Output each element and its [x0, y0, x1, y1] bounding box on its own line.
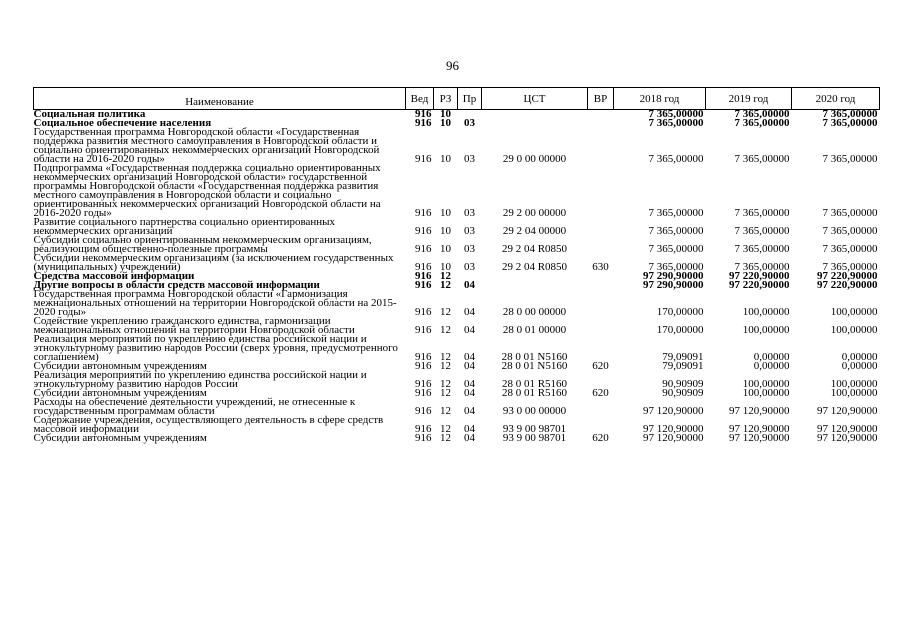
- cell-vr: [588, 335, 614, 362]
- cell-cst: 93 9 00 98701: [502, 423, 567, 434]
- cell-2019: 0,00000: [753, 351, 790, 362]
- cell-2018: 7 365,00000: [648, 225, 704, 236]
- cell-vr: 620: [592, 434, 609, 443]
- header-vr: ВР: [588, 88, 614, 110]
- cell-pr: 04: [464, 389, 475, 398]
- table-row: [34, 128, 880, 164]
- cell-2020: 100,00000: [830, 389, 878, 398]
- cell-name: Развитие социального партнерства социально ориентированных некоммерческих организаций: [33, 216, 336, 237]
- cell-cst: [482, 110, 588, 120]
- cell-pr: 04: [464, 351, 475, 362]
- cell-rz: 12: [440, 306, 451, 317]
- cell-pr: [458, 272, 482, 281]
- cell-2018: 170,00000: [656, 324, 704, 335]
- cell-pr: 04: [464, 281, 475, 290]
- cell-ved: 916: [415, 434, 432, 443]
- cell-2018: 79,09091: [662, 362, 704, 371]
- cell-cst: 29 2 04 00000: [502, 225, 567, 236]
- cell-name: Субсидии автономным учреждениям: [33, 432, 207, 444]
- cell-2019: 7 365,00000: [734, 225, 790, 236]
- cell-2019: 7 365,00000: [734, 243, 790, 254]
- cell-vr: 620: [592, 389, 609, 398]
- cell-pr: 03: [464, 119, 475, 128]
- table-row: [34, 335, 880, 362]
- cell-2019: 7 365,00000: [734, 207, 790, 218]
- cell-cst: 29 0 00 00000: [502, 153, 567, 164]
- cell-2020: 0,00000: [841, 362, 878, 371]
- cell-cst: 29 2 04 R0850: [501, 261, 568, 272]
- cell-2019: 7 365,00000: [734, 261, 790, 272]
- cell-2018: 7 365,00000: [648, 243, 704, 254]
- cell-ved: 916: [415, 109, 432, 119]
- cell-cst: 93 9 00 98701: [502, 434, 567, 443]
- cell-2019: 100,00000: [742, 306, 790, 317]
- cell-rz: 10: [440, 153, 451, 164]
- cell-ved: 916: [415, 119, 432, 128]
- cell-vr: [588, 272, 614, 281]
- cell-2019: 7 365,00000: [734, 153, 790, 164]
- cell-2019: 97 220,90000: [729, 272, 790, 281]
- cell-2018: 97 120,90000: [643, 423, 704, 434]
- cell-2020: 97 220,90000: [817, 272, 878, 281]
- cell-2018: 90,90909: [662, 378, 704, 389]
- cell-vr: [588, 317, 614, 335]
- cell-rz: 12: [440, 389, 451, 398]
- cell-2019: 7 365,00000: [734, 119, 790, 128]
- cell-2018: 97 290,90000: [643, 272, 704, 281]
- cell-rz: 10: [440, 119, 451, 128]
- header-ved: Вед: [406, 88, 434, 110]
- cell-ved: 916: [415, 225, 432, 236]
- header-cst: ЦСТ: [482, 88, 588, 110]
- cell-name: Субсидии автономным учреждениям: [33, 360, 207, 372]
- cell-2018: 7 365,00000: [648, 153, 704, 164]
- cell-cst: 28 0 00 00000: [502, 306, 567, 317]
- cell-name: Реализация мероприятий по укреплению единства российской нации и этнокультурному развитию народов России: [33, 369, 367, 390]
- cell-2019: 97 220,90000: [729, 281, 790, 290]
- cell-ved: 916: [415, 405, 432, 416]
- cell-pr: 04: [464, 306, 475, 317]
- cell-name: Социальное обеспечение населения: [33, 117, 212, 129]
- cell-ved: 916: [415, 261, 432, 272]
- budget-table: [33, 87, 880, 443]
- cell-vr: [588, 416, 614, 434]
- cell-vr: [588, 281, 614, 290]
- cell-ved: 916: [415, 351, 432, 362]
- header-rz: РЗ: [434, 88, 458, 110]
- header-row: [34, 88, 880, 110]
- cell-cst: 28 0 01 R5160: [501, 389, 568, 398]
- cell-ved: 916: [415, 378, 432, 389]
- cell-2019: 97 120,90000: [729, 434, 790, 443]
- cell-2020: 100,00000: [830, 306, 878, 317]
- page-number: 96: [446, 58, 459, 73]
- cell-2020: 97 220,90000: [817, 281, 878, 290]
- cell-rz: 12: [440, 281, 451, 290]
- cell-2020: 97 120,90000: [817, 434, 878, 443]
- cell-2018: 97 120,90000: [643, 434, 704, 443]
- cell-2019: 97 120,90000: [729, 405, 790, 416]
- cell-2020: 7 365,00000: [822, 207, 878, 218]
- cell-name: Подпрограмма «Государственная поддержка социально ориентированных некоммерческих организаций Новгородской области» государственной программы Новгородской области «Государственная поддержка развития местного самоуправления в Новгородской области и социально ориентированных некоммерческих организаций Новгородской области на 2016-2020 годы»: [33, 162, 381, 219]
- cell-ved: 916: [415, 153, 432, 164]
- cell-2020: 7 365,00000: [822, 225, 878, 236]
- cell-pr: [458, 110, 482, 120]
- cell-rz: 12: [440, 351, 451, 362]
- cell-cst: [482, 272, 588, 281]
- cell-rz: 10: [440, 225, 451, 236]
- cell-2018: 7 365,00000: [648, 109, 704, 119]
- cell-vr: 630: [592, 261, 609, 272]
- cell-name: Реализация мероприятий по укреплению единства российской нации и этнокультурному развитию народов России (сверх уровня, предусмотренного соглашением): [33, 333, 398, 363]
- cell-name: Социальная политика: [33, 108, 146, 120]
- cell-rz: 10: [440, 109, 451, 119]
- cell-pr: 04: [464, 378, 475, 389]
- cell-name: Государственная программа Новгородской области «Государственная поддержка развития местного самоуправления в Новгородской области и социально ориентированных некоммерческих организаций Новгородской области на 2016-2020 годы»: [33, 126, 380, 165]
- cell-rz: 12: [440, 324, 451, 335]
- cell-2019: 0,00000: [753, 362, 790, 371]
- header-name: Наименование: [34, 88, 406, 110]
- cell-ved: 916: [415, 362, 432, 371]
- cell-vr: [588, 398, 614, 416]
- cell-2018: 97 120,90000: [643, 405, 704, 416]
- cell-2018: 7 365,00000: [648, 261, 704, 272]
- cell-ved: 916: [415, 389, 432, 398]
- cell-vr: [588, 110, 614, 120]
- cell-vr: [588, 119, 614, 128]
- cell-cst: 29 2 04 R0850: [501, 243, 568, 254]
- cell-ved: 916: [415, 272, 432, 281]
- cell-pr: 03: [464, 261, 475, 272]
- cell-rz: 12: [440, 405, 451, 416]
- cell-name: Субсидии социально ориентированным некоммерческим организациям, реализующим общественно-полезные программы: [33, 234, 372, 255]
- cell-2019: 100,00000: [742, 389, 790, 398]
- cell-pr: 03: [464, 243, 475, 254]
- cell-2019: 100,00000: [742, 324, 790, 335]
- cell-name: Содержание учреждения, осуществляющего деятельность в сфере средств массовой информации: [33, 414, 384, 435]
- cell-rz: 12: [440, 434, 451, 443]
- cell-2018: 7 365,00000: [648, 207, 704, 218]
- cell-2020: 7 365,00000: [822, 243, 878, 254]
- cell-vr: 620: [592, 362, 609, 371]
- cell-cst: 28 0 01 00000: [502, 324, 567, 335]
- cell-pr: 04: [464, 434, 475, 443]
- cell-rz: 10: [440, 207, 451, 218]
- cell-cst: [482, 119, 588, 128]
- cell-ved: 916: [415, 243, 432, 254]
- cell-name: Средства массовой информации: [33, 270, 195, 282]
- cell-rz: 10: [440, 243, 451, 254]
- cell-2019: 100,00000: [742, 378, 790, 389]
- cell-vr: [588, 290, 614, 317]
- table-row: [34, 290, 880, 317]
- cell-pr: 03: [464, 207, 475, 218]
- header-pr: Пр: [458, 88, 482, 110]
- cell-pr: 04: [464, 405, 475, 416]
- cell-rz: 12: [440, 362, 451, 371]
- cell-name: Расходы на обеспечение деятельности учреждений, не отнесенные к государственным программам области: [33, 396, 356, 417]
- cell-pr: 03: [464, 225, 475, 236]
- cell-2020: 7 365,00000: [822, 109, 878, 119]
- cell-2019: 97 120,90000: [729, 423, 790, 434]
- cell-2018: 170,00000: [656, 306, 704, 317]
- cell-cst: 29 2 00 00000: [502, 207, 567, 218]
- cell-2020: 97 120,90000: [817, 423, 878, 434]
- cell-rz: 12: [440, 272, 451, 281]
- cell-cst: [482, 281, 588, 290]
- cell-vr: [588, 128, 614, 164]
- cell-cst: 93 0 00 00000: [502, 405, 567, 416]
- cell-vr: [588, 164, 614, 218]
- header-2018: 2018 год: [614, 88, 706, 110]
- cell-2018: 7 365,00000: [648, 119, 704, 128]
- cell-name: Другие вопросы в области средств массовой информации: [33, 279, 320, 291]
- cell-ved: 916: [415, 306, 432, 317]
- table-row: [34, 164, 880, 218]
- cell-pr: 03: [464, 153, 475, 164]
- header-2019: 2019 год: [706, 88, 792, 110]
- cell-2020: 7 365,00000: [822, 119, 878, 128]
- cell-2018: 97 290,90000: [643, 281, 704, 290]
- cell-pr: 04: [464, 324, 475, 335]
- cell-rz: 12: [440, 423, 451, 434]
- cell-cst: 28 0 01 N5160: [501, 351, 568, 362]
- cell-vr: [588, 371, 614, 389]
- cell-name: Содействие укреплению гражданского единства, гармонизации межнациональных отношений на территории Новгородской области: [33, 315, 355, 336]
- table-row: [34, 434, 880, 443]
- cell-name: Государственная программа Новгородской области «Гармонизация межнациональных отношений на территории Новгородской области на 2015-2020 годы»: [33, 288, 397, 318]
- cell-2020: 7 365,00000: [822, 261, 878, 272]
- cell-name: Субсидии некоммерческим организациям (за исключением государственных (муниципальных) учреждений): [33, 252, 394, 273]
- cell-2020: 100,00000: [830, 324, 878, 335]
- cell-ved: 916: [415, 207, 432, 218]
- cell-rz: 12: [440, 378, 451, 389]
- cell-2020: 7 365,00000: [822, 153, 878, 164]
- cell-cst: 28 0 01 N5160: [501, 362, 568, 371]
- cell-vr: [588, 218, 614, 236]
- cell-2020: 97 120,90000: [817, 405, 878, 416]
- cell-vr: [588, 236, 614, 254]
- cell-2018: 90,90909: [662, 389, 704, 398]
- cell-2020: 0,00000: [841, 351, 878, 362]
- cell-2020: 100,00000: [830, 378, 878, 389]
- header-2020: 2020 год: [792, 88, 880, 110]
- cell-2019: 7 365,00000: [734, 109, 790, 119]
- cell-pr: 04: [464, 423, 475, 434]
- cell-cst: 28 0 01 R5160: [501, 378, 568, 389]
- cell-name: Субсидии автономным учреждениям: [33, 387, 207, 399]
- cell-ved: 916: [415, 423, 432, 434]
- cell-rz: 10: [440, 261, 451, 272]
- cell-2018: 79,09091: [662, 351, 704, 362]
- table-body: [34, 110, 880, 444]
- cell-ved: 916: [415, 324, 432, 335]
- cell-pr: 04: [464, 362, 475, 371]
- cell-ved: 916: [415, 281, 432, 290]
